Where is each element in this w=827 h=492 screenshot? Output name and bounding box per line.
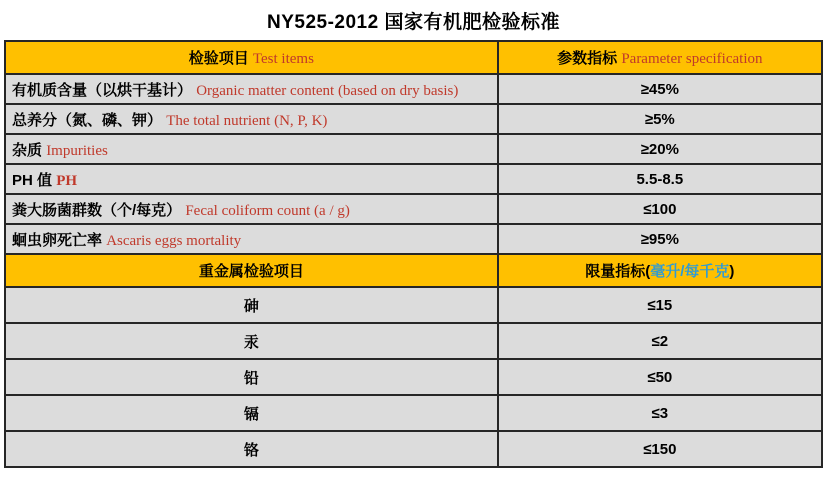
value-cell: ≤150: [498, 431, 822, 467]
item-zh: 蛔虫卵死亡率: [12, 231, 103, 249]
test-item-cell: [5, 104, 498, 134]
limit-label-suffix: ): [729, 263, 735, 280]
metal-name-cell: 汞: [5, 323, 498, 359]
metal-name-cell: 铅: [5, 359, 498, 395]
item-en: Impurities: [46, 142, 108, 159]
section2-header-right: [498, 254, 822, 287]
metal-name-cell: 镉: [5, 395, 498, 431]
table-row-total-nutrient: [5, 104, 822, 134]
value-cell: ≥45%: [498, 74, 822, 104]
item-en: Ascaris eggs mortality: [106, 232, 242, 249]
item-zh: 总养分（氮、磷、钾）: [12, 111, 163, 129]
test-item-cell: [5, 194, 498, 224]
table-row-fecal-coliform: [5, 194, 822, 224]
table-row-impurities: [5, 134, 822, 164]
section1-header-right-en: Parameter specification: [621, 51, 763, 67]
test-item-cell: [5, 224, 498, 254]
table-row-ascaris: [5, 224, 822, 254]
section1-header-left: [5, 41, 498, 74]
item-zh: 杂质: [12, 141, 43, 159]
section2-header-row: [5, 254, 822, 287]
value-cell: ≤50: [498, 359, 822, 395]
limit-unit-blue: 毫升/每千克: [650, 263, 730, 280]
limit-label-prefix: 限量指标(: [585, 263, 651, 280]
metal-name-cell: 铬: [5, 431, 498, 467]
section1-header-left-zh: 检验项目: [188, 50, 249, 67]
item-zh: 有机质含量（以烘干基计）: [12, 81, 193, 99]
test-item-cell: [5, 164, 498, 194]
table-row-cadmium: [5, 395, 822, 431]
table-row-ph: [5, 164, 822, 194]
item-en: PH: [56, 172, 78, 189]
table-row-mercury: [5, 323, 822, 359]
test-item-cell: [5, 134, 498, 164]
section1-header-right: [498, 41, 822, 74]
table-row-lead: [5, 359, 822, 395]
value-cell: ≥95%: [498, 224, 822, 254]
section1-header-left-en: Test items: [252, 51, 314, 67]
value-cell: 5.5-8.5: [498, 164, 822, 194]
test-item-cell: [5, 74, 498, 104]
value-cell: ≥20%: [498, 134, 822, 164]
page-title: NY525-2012 国家有机肥检验标准: [267, 12, 560, 33]
item-zh: PH 值: [12, 171, 53, 189]
standards-table: [4, 40, 823, 468]
metal-name-cell: 砷: [5, 287, 498, 323]
item-en: Fecal coliform count (a / g): [185, 202, 350, 219]
value-cell: ≤2: [498, 323, 822, 359]
value-cell: ≥5%: [498, 104, 822, 134]
item-en: Organic matter content (based on dry basis): [196, 82, 459, 99]
item-zh: 粪大肠菌群数（个/每克）: [12, 201, 182, 219]
table-row-chromium: [5, 431, 822, 467]
value-cell: ≤100: [498, 194, 822, 224]
item-en: The total nutrient (N, P, K): [166, 112, 328, 129]
table-row-arsenic: [5, 287, 822, 323]
value-cell: ≤15: [498, 287, 822, 323]
section2-header-left: 重金属检验项目: [5, 254, 498, 287]
table-row-organic-matter: [5, 74, 822, 104]
value-cell: ≤3: [498, 395, 822, 431]
section1-header-right-zh: 参数指标: [557, 50, 618, 67]
section1-header-row: [5, 41, 822, 74]
